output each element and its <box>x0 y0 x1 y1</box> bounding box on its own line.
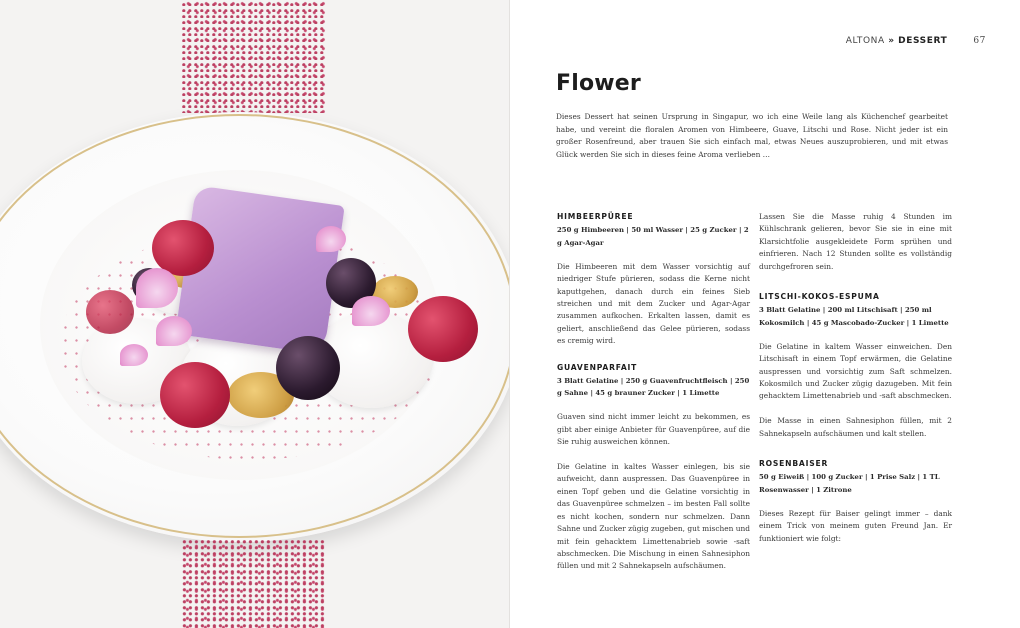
page-number: 67 <box>973 36 986 46</box>
section-prefix: ALTONA <box>845 36 885 46</box>
guavenparfait-step: Guaven sind nicht immer leicht zu bekommen, es gibt aber einige Anbieter für Guavenpüree, auf die Sie ruhig ausweichen können. <box>557 412 750 447</box>
recipe-intro: Dieses Dessert hat seinen Ursprung in Singapur, wo ich eine Weile lang als Küchenchef gearbeitet habe, und vereint die floralen Aromen von Himbeere, Guave, Litschi und Rose. Nicht jeder ist ein großer Rosenfreund, aber trauen Sie sich einfach mal, etwas Neues auszuprobieren, und mit etwas Glück werden Sie sich in dieses feine Aroma verlieben … <box>556 112 948 159</box>
flower-petal <box>136 268 178 308</box>
flower-petal <box>316 226 346 252</box>
rosenbaiser-heading: ROSENBAISER <box>759 459 829 469</box>
raspberry-powder-splatter-top <box>182 0 326 113</box>
blackberry <box>276 336 340 400</box>
litschi-heading: LITSCHI-KOKOS-ESPUMA <box>759 292 880 302</box>
rosenbaiser-step: Dieses Rezept für Baiser gelingt immer – dank einem Trick von meinem guten Freund Jan. Er funktioniert wie folgt: <box>759 508 952 543</box>
flower-petal <box>120 344 148 366</box>
recipe-title: Flower <box>556 71 641 96</box>
recipe-column-left <box>557 211 750 585</box>
flower-petal <box>352 296 390 326</box>
guavenparfait-continuation: Lassen Sie die Masse ruhig 4 Stunden im Kühlschrank gelieren, bevor Sie sie in eine mit Klarsichtfolie ausgekleidete Form sprühen und einfrieren. Nach 12 Stunden sollte es vollständig durchgefroren sein. <box>759 212 952 271</box>
raspberry <box>160 362 230 428</box>
himbeerpueree-ingredients: 250 g Himbeeren | 50 ml Wasser | 25 g Zucker | 2 g Agar-Agar <box>557 226 749 247</box>
flower-petal <box>156 316 192 346</box>
litschi-step: Die Gelatine in kaltem Wasser einweichen. Den Litschisaft in einem Topf erwärmen, die Gelatine auspressen und vorsichtig zum Saft schmelzen. Kokosmilch und Zucker zügig dazugeben. Mit fein gehacktem Limettenabrieb und -saft abschmecken. <box>759 341 952 401</box>
raspberry <box>86 290 134 334</box>
himbeerpueree-step: Die Himbeeren mit dem Wasser vorsichtig auf niedriger Stufe pürieren, sodass die Kerne nicht kaputtgehen, danach durch ein feines Sieb streichen und mit dem Zucker und Agar-Agar zusammen aufkochen. Erkalten lassen, damit es geliert, anschließend das Gelee pürieren, sodass es cremig wird. <box>557 261 750 346</box>
running-header <box>846 36 986 46</box>
himbeerpueree-heading: HIMBEERPÜREE <box>557 212 634 221</box>
section-name: DESSERT <box>898 36 948 46</box>
guavenparfait-heading: GUAVENPARFAIT <box>557 362 638 372</box>
section-label <box>846 36 948 46</box>
guavenparfait-ingredients: 3 Blatt Gelatine | 250 g Guavenfruchtfleisch | 250 g Sahne | 45 g brauner Zucker | 1 Limette <box>557 377 750 398</box>
litschi-step: Die Masse in einen Sahnesiphon füllen, mit 2 Sahnekapseln aufschäumen und kalt stellen. <box>759 416 952 438</box>
raspberry-powder-splatter-bottom <box>182 540 326 628</box>
guavenparfait-step: Die Gelatine in kaltes Wasser einlegen, bis sie aufweicht, dann auspressen. Das Guavenpüree in einen Topf geben und die Gelatine vorsichtig in das Guavenpüree schmelzen – im besten Fall sollte es nicht kochen, sondern nur schmelzen. Dann Sahne und Zucker zügig zugeben, gut mischen und mit fein gehacktem Limettenabrieb sowie -saft abschmecken. Die Mischung in einen Sahnesiphon füllen und mit 2 Sahnekapseln aufschäumen. <box>557 462 750 571</box>
section-separator: » <box>888 36 895 46</box>
litschi-ingredients: 3 Blatt Gelatine | 200 ml Litschisaft | 250 ml Kokosmilch | 45 g Mascobado-Zucker | 1 Limette <box>759 306 949 327</box>
rosenbaiser-ingredients: 50 g Eiweiß | 100 g Zucker | 1 Prise Salz | 1 TL Rosenwasser | 1 Zitrone <box>759 473 940 494</box>
recipe-page <box>510 0 1020 628</box>
raspberry <box>408 296 478 362</box>
recipe-column-right <box>759 211 952 558</box>
